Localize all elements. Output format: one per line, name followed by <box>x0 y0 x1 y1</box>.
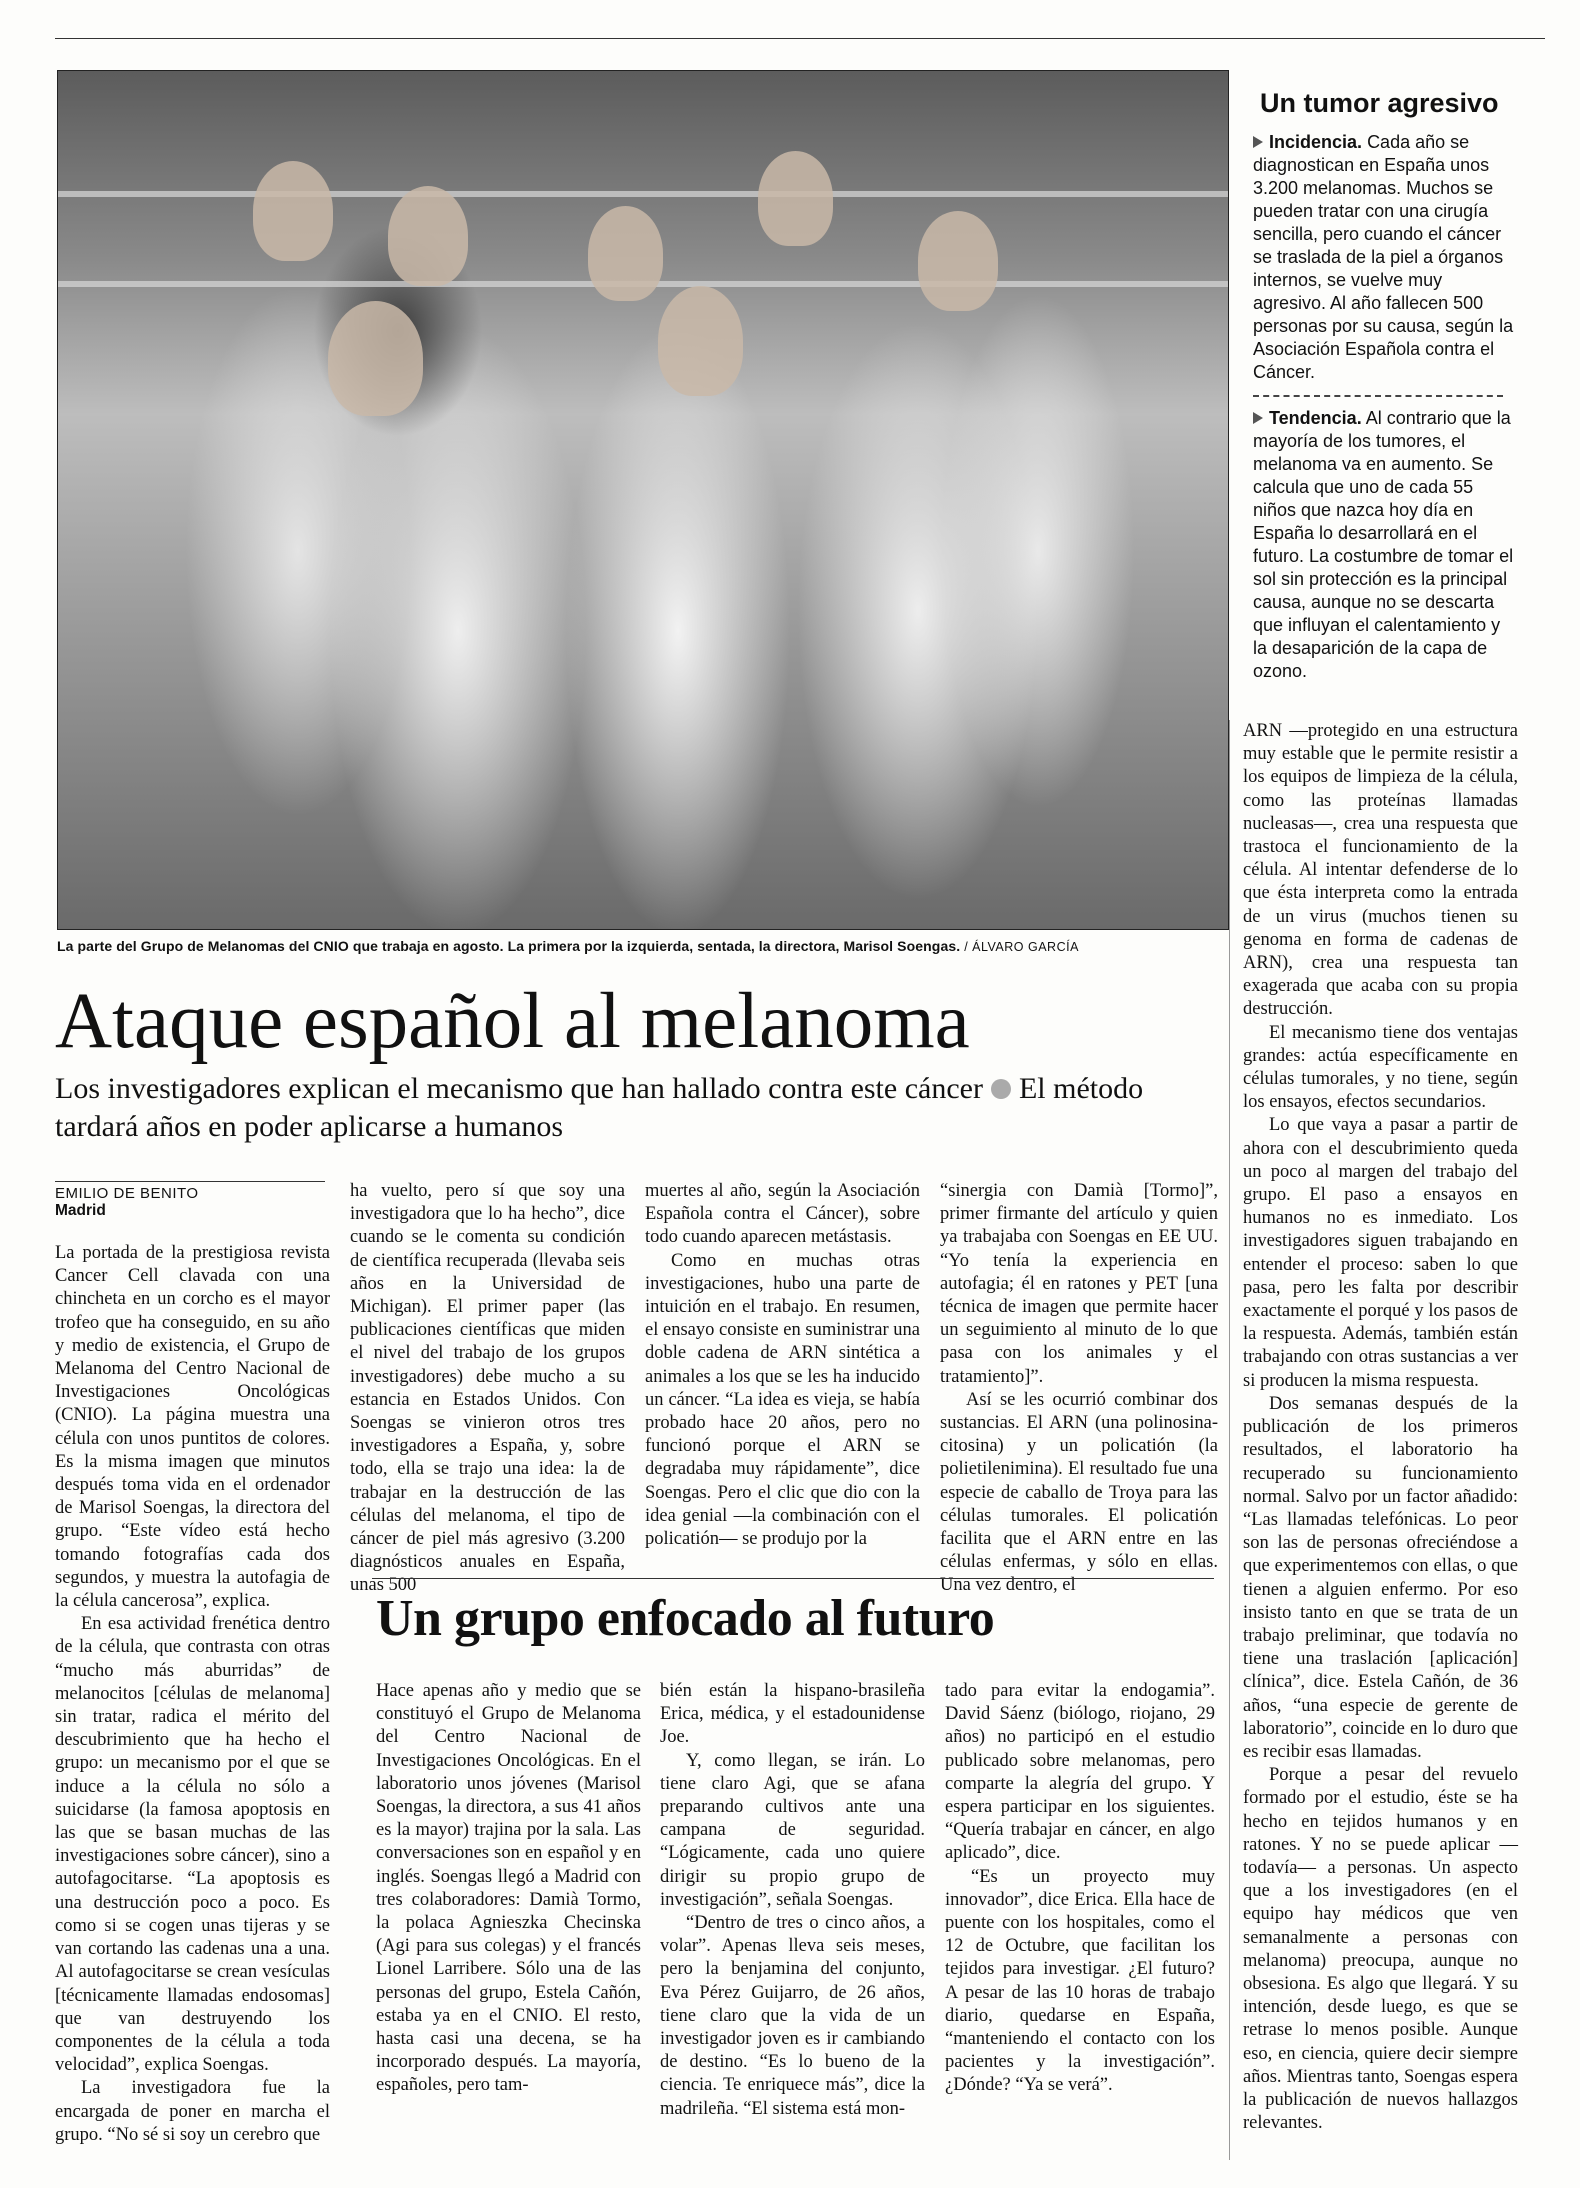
photo-person <box>328 301 423 416</box>
article-column-4 <box>940 1180 1218 1598</box>
article-column-1 <box>55 1242 330 2147</box>
paragraph: ha vuelto, pero sí que soy una investigadora que lo ha hecho”, dice cuando se le comenta su condición de científica recuperada (llevaba seis años en la Universidad de Michigan). El primer paper (las publicaciones científicas que miden el nivel del trabajo de los grupos investigadores) debe mucho a su estancia en Estados Unidos. Con Soengas se vinieron otros tres investigadores a España, y, sobre todo, ella se trajo una idea: la de trabajar en la destrucción de las células del melanoma, el tipo de cáncer de piel más agresivo (3.200 diagnósticos anuales en España, unas 500 <box>350 1181 625 1596</box>
sidebar-item-label: Tendencia. <box>1269 408 1362 428</box>
caption-text: La parte del Grupo de Melanomas del CNIO que trabaja en agosto. La primera por la izquierda, sentada, la directora, Marisol Soengas. <box>57 938 961 954</box>
sidebar-item-label: Incidencia. <box>1269 132 1363 152</box>
triangle-icon <box>1253 136 1263 148</box>
bullet-dot-icon <box>991 1079 1011 1099</box>
subhead <box>55 1070 1225 1146</box>
photo-person <box>658 286 743 396</box>
photo-person <box>758 151 833 246</box>
column-divider <box>1229 720 1230 2160</box>
article-column-5 <box>1243 720 1518 2135</box>
triangle-icon <box>1253 412 1263 424</box>
headline: Ataque español al melanoma <box>55 978 970 1065</box>
sidebar-title: Un tumor agresivo <box>1260 88 1499 118</box>
author: EMILIO DE BENITO <box>55 1185 199 1202</box>
paragraph: “Dentro de tres o cinco años, a volar”. Apenas lleva seis meses, pero la benjamina del conjunto, Eva Pérez Guijarro, de 26 años, tiene claro que la vida de un investigador joven es ir cambiando de destino. “Es lo bueno de la ciencia. Te enriquece más”, dice la madrileña. “El sistema está mon- <box>660 1913 925 2119</box>
top-rule <box>55 38 1545 39</box>
sidebar-item <box>1253 407 1515 683</box>
paragraph: tado para evitar la endogamia”. David Sáenz (biólogo, riojano, 29 años) no participó en el estudio publicado sobre melanomas, pero comparte la alegría del grupo. Y espera participar en los siguientes. “Quería trabajar en cáncer, en algo aplicado”, dice. <box>945 1681 1215 1864</box>
photo-person <box>588 206 663 301</box>
paragraph: muertes al año, según la Asociación Española contra el Cáncer), sobre todo cuando aparecen metástasis. <box>645 1181 920 1248</box>
paragraph: Dos semanas después de la publicación de los primeros resultados, el laboratorio ha recuperado su funcionamiento normal. Salvo por un factor añadido: “Las llamadas telefónicas. Lo peor son las de personas ofreciéndose a que experimentemos con ellas, o que tienen a alguien enfermo. Por eso insisto tanto en que se trata de un trabajo preliminar, que todavía no tiene una traslación [aplicación] clínica”, dice. Estela Cañón, de 36 años, “una especie de gerente de laboratorio”, coincide en lo duro que es recibir esas llamadas. <box>1243 1393 1518 1762</box>
byline <box>55 1181 325 1220</box>
article-column-3 <box>645 1180 920 1551</box>
paragraph: “Es un proyecto muy innovador”, dice Erica. Ella hace de puente con los hospitales, como el 12 de Octubre, que facilitan los tejidos para investigar. ¿El futuro? A pesar de las 10 horas de trabajo diario, quedarse en España, “manteniendo el contacto con los pacientes y la investigación”. ¿Dónde? “Ya se verá”. <box>945 1866 1215 2096</box>
dateline: Madrid <box>55 1202 106 1219</box>
secondary-column-2 <box>660 1680 925 2121</box>
paragraph: “sinergia con Damià [Tormo]”, primer firmante del artículo y quien ya trabajaba con Soengas en EE UU. “Yo tenía la experiencia en autofagia; él en ratones y PET [una técnica de imagen que permite hacer un seguimiento al minuto de lo que pasa con los animales y el tratamiento]”. <box>940 1181 1218 1387</box>
paragraph: Porque a pesar del revuelo formado por el estudio, éste se ha hecho en tejidos humanos y en ratones. Y no se puede aplicar —todavía— a personas. Un aspecto que a los investigadores (en el equipo hay médicos que ven semanalmente a personas con melanoma) preocupa, aunque no obsesiona. Es algo que llegará. Y su intención, desde luego, es que se retrase lo menos posible. Aunque eso, en ciencia, quiere decir siempre años. Mientras tanto, Soengas espera la publicación de nuevos hallazgos relevantes. <box>1243 1765 1518 2134</box>
dashed-divider <box>1253 395 1503 397</box>
paragraph: La portada de la prestigiosa revista Cancer Cell clavada con una chincheta en un corcho es el mayor trofeo que ha conseguido, en su año y medio de existencia, el Grupo de Melanoma del Centro Nacional de Investigaciones Oncológicas (CNIO). La página muestra una célula con unos puntitos de colores. Es la misma imagen que minutos después toma vida en el ordenador de Marisol Soengas, la directora del grupo. “Este vídeo está hecho tomando fotografías cada dos segundos, y muestra la autofagia de la célula cancerosa”, explica. <box>55 1243 330 1612</box>
photo-person <box>253 161 333 261</box>
paragraph: ARN —protegido en una estructura muy estable que le permite resistir a los equipos de limpieza de la célula, como las proteínas llamadas nucleasas—, crea una respuesta que trastoca el funcionamiento de la célula. Al intentar defenderse de lo que ésta interpreta como la entrada de un virus (muchos tienen su genoma en forma de cadenas de ARN), crea una respuesta tan exagerada que acaba con su propia destrucción. <box>1243 721 1518 1020</box>
paragraph: Lo que vaya a pasar a partir de ahora con el descubrimiento queda un poco al margen del trabajo del grupo. El paso a ensayos en humanos no es inmediato. Los investigadores siguen trabajando en entender el proceso: saben lo que pasa, pero les falta por describir exactamente el porqué y los pasos de la respuesta. Además, también están trabajando con otras sustancias a ver si producen la misma respuesta. <box>1243 1115 1518 1391</box>
secondary-column-3 <box>945 1680 1215 2098</box>
photo-credit: / ÁLVARO GARCÍA <box>964 940 1079 954</box>
photo-shelf <box>58 191 1228 197</box>
paragraph: Hace apenas año y medio que se constituyó el Grupo de Melanoma del Centro Nacional de Investigaciones Oncológicas. En el laboratorio unos jóvenes (Marisol Soengas, la directora, a sus 41 años es la mayor) trajina por la sala. Las conversaciones son en español y en inglés. Soengas llegó a Madrid con tres colaboradores: Damià Tormo, la polaca Agnieszka Checinska (Agi para sus colegas) y el francés Lionel Larribere. Sólo una de las personas del grupo, Estela Cañón, estaba ya en el CNIO. El resto, hasta casi una decena, se ha incorporado después. La mayoría, españoles, pero tam- <box>376 1681 641 2096</box>
paragraph: En esa actividad frenética dentro de la célula, que contrasta con otras “mucho más aburridas” de melanocitos [células de melanoma] sin tratar, radica el mérito del descubrimiento que ha hecho el grupo: un mecanismo por el que se induce a la célula no sólo a suicidarse (la famosa apoptosis en las que se basan muchas de las investigaciones sobre cáncer), sino a autofagocitarse. “La apoptosis es una destrucción poco a poco. Es como si se cogen unas tijeras y se van cortando las cadenas una a una. Al autofagocitarse se crean vesículas [técnicamente llamadas endosomas] que van destruyendo los componentes de la célula a toda velocidad”, explica Soengas. <box>55 1614 330 2076</box>
secondary-title: Un grupo enfocado al futuro <box>376 1590 995 1647</box>
secondary-column-1 <box>376 1680 641 2098</box>
secondary-rule <box>372 1578 1214 1579</box>
group-photo <box>57 70 1229 930</box>
sidebar-box <box>1253 88 1515 683</box>
paragraph: Así se les ocurrió combinar dos sustancias. El ARN (una polinosina-citosina) y un policatión (la polietilenimina). El resultado fue una especie de caballo de Troya para las células tumorales. El policatión facilita que el ARN entre en las células enfermas, y sólo en ellas. Una vez dentro, el <box>940 1389 1218 1596</box>
paragraph: Como en muchas otras investigaciones, hubo una parte de intuición en el trabajo. En resumen, el ensayo consiste en suministrar una doble cadena de ARN sintética a animales a los que se les ha inducido un cáncer. “La idea es vieja, se había probado hace 20 años, pero no funcionó porque el ARN se degradaba muy rápidamente”, dice Soengas. Pero el clic que dio con la idea genial —la combinación con el policatión— se produjo por la <box>645 1250 920 1550</box>
subhead-part: El método tardará años en poder aplicarse a humanos <box>55 1072 1144 1143</box>
sidebar-item <box>1253 131 1515 384</box>
paragraph: La investigadora fue la encargada de poner en marcha el grupo. “No sé si soy un cerebro que <box>55 2078 330 2145</box>
paragraph: bién están la hispano-brasileña Erica, médica, y el estadounidense Joe. <box>660 1681 925 1748</box>
paragraph: El mecanismo tiene dos ventajas grandes: actúa específicamente en células tumorales, y no tiene, según los ensayos, efectos secundarios. <box>1243 1022 1518 1113</box>
sidebar-item-text: Cada año se diagnostican en España unos 3.200 melanomas. Muchos se pueden tratar con una cirugía sencilla, pero cuando el cáncer se traslada de la piel a órganos internos, se vuelve muy agresivo. Al año fallecen 500 personas por su causa, según la Asociación Española contra el Cáncer. <box>1253 132 1514 382</box>
photo-person <box>388 186 468 286</box>
byline-rule <box>55 1181 325 1182</box>
article-column-2 <box>350 1180 625 1598</box>
paragraph: Y, como llegan, se irán. Lo tiene claro Agi, que se afana preparando cultivos ante una campana de seguridad. “Lógicamente, cada uno quiere dirigir su propio grupo de investigación”, señala Soengas. <box>660 1750 925 1910</box>
sidebar-item-text: Al contrario que la mayoría de los tumores, el melanoma va en aumento. Se calcula que uno de cada 55 niños que nazca hoy día en España lo desarrollará en el futuro. La costumbre de tomar el sol sin protección es la principal causa, aunque no se descarta que influyan el calentamiento y la desaparición de la capa de ozono. <box>1253 408 1514 681</box>
photo-caption <box>57 938 1229 954</box>
photo-person <box>918 211 998 311</box>
subhead-part: Los investigadores explican el mecanismo que han hallado contra este cáncer <box>55 1072 983 1105</box>
